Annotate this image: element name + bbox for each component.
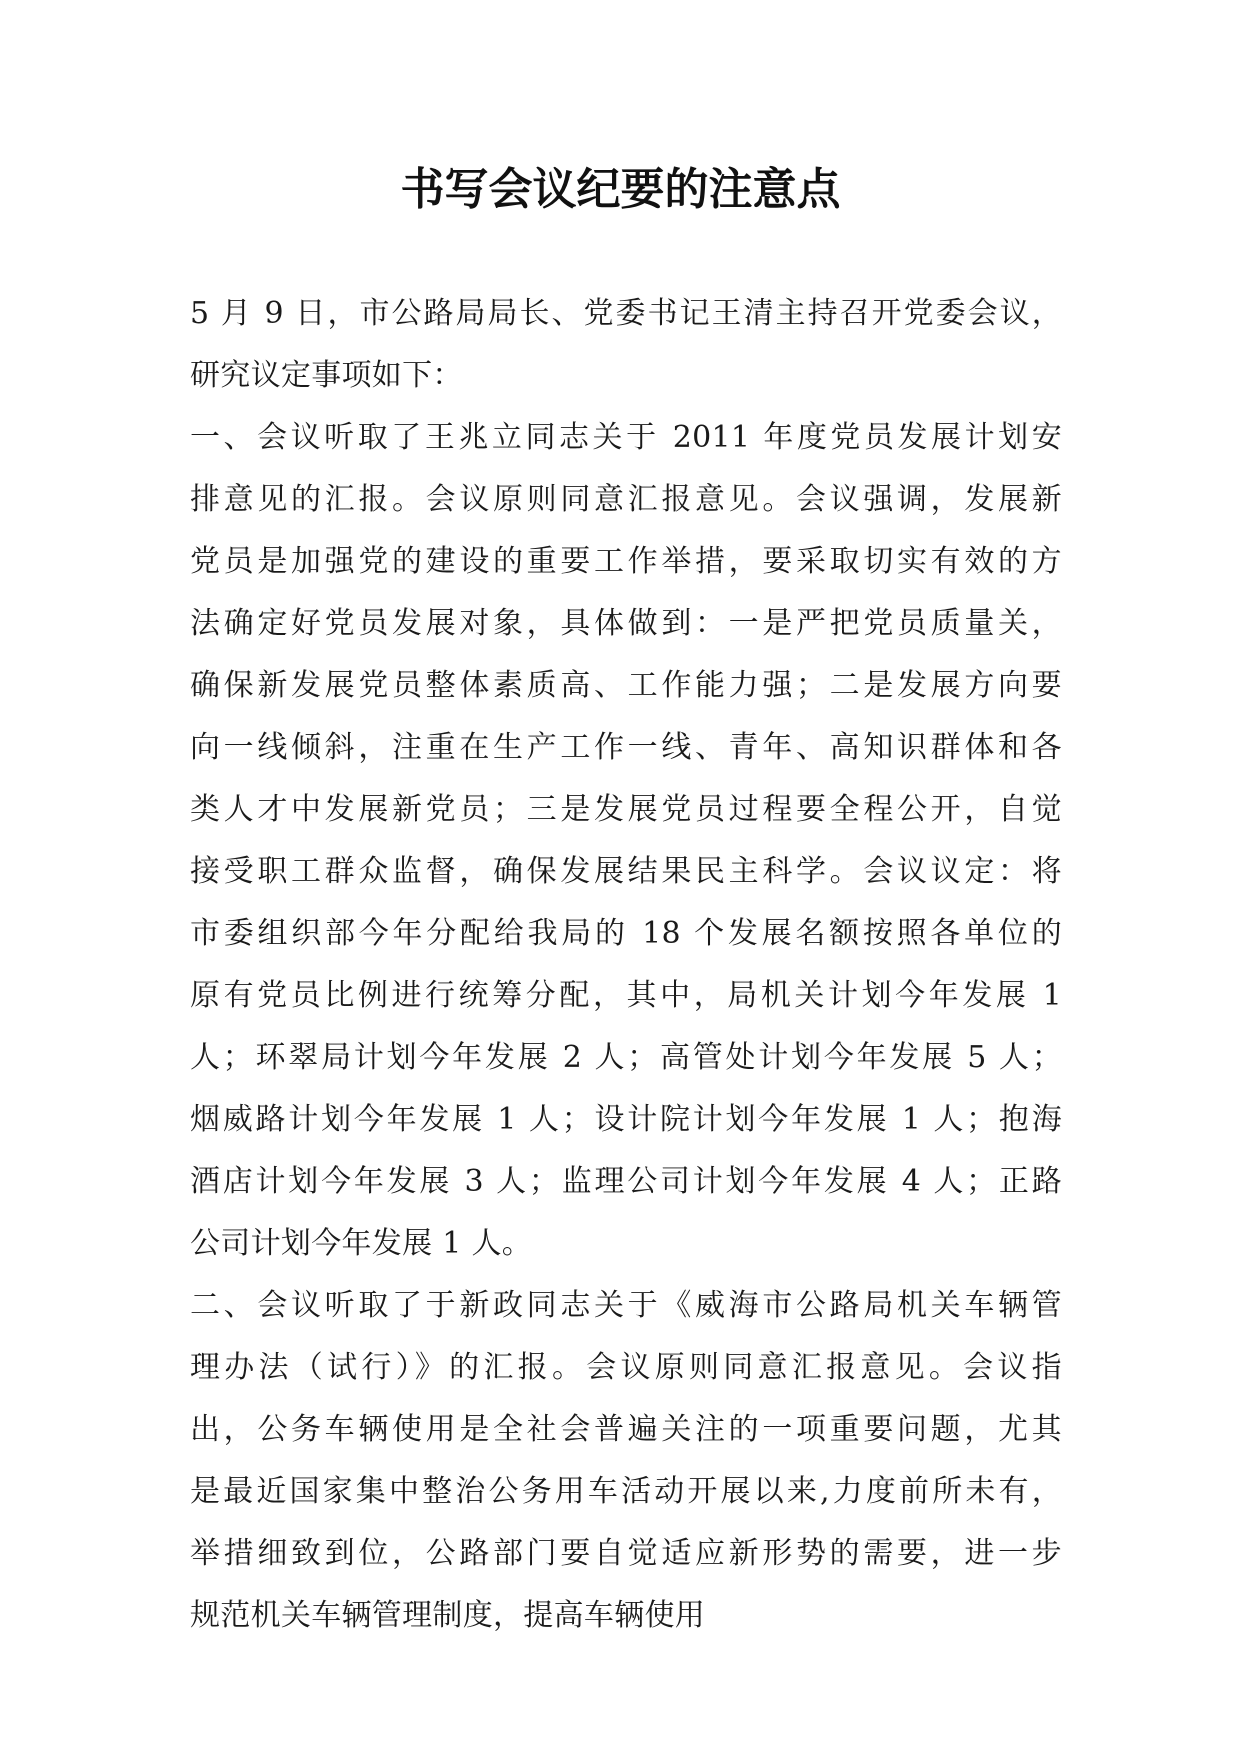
text-line: 确保新发展党员整体素质高、工作能力强；二是发展方向要 — [190, 668, 1062, 703]
text-line: 研究议定事项如下： — [190, 358, 463, 393]
text-line: 酒店计划今年发展 3 人；监理公司计划今年发展 4 人；正路 — [190, 1164, 1062, 1199]
text-line: 是最近国家集中整治公务用车活动开展以来,力度前所未有， — [190, 1474, 1062, 1509]
text-line: 理办法（试行）》的汇报。会议原则同意汇报意见。会议指 — [190, 1350, 1062, 1385]
text-line: 党员是加强党的建设的重要工作举措，要采取切实有效的方 — [190, 544, 1062, 579]
text-line: 类人才中发展新党员；三是发展党员过程要全程公开，自觉 — [190, 792, 1062, 827]
paragraph-item-2 — [190, 1275, 1062, 1647]
text-line: 5 月 9 日，市公路局局长、党委书记王清主持召开党委会议， — [190, 296, 1062, 331]
text-line: 二、会议听取了于新政同志关于《威海市公路局机关车辆管 — [190, 1288, 1062, 1323]
text-line: 法确定好党员发展对象，具体做到：一是严把党员质量关， — [190, 606, 1062, 641]
text-line: 出，公务车辆使用是全社会普遍关注的一项重要问题，尤其 — [190, 1412, 1062, 1447]
text-line: 规范机关车辆管理制度，提高车辆使用 — [190, 1598, 706, 1633]
text-line: 向一线倾斜，注重在生产工作一线、青年、高知识群体和各 — [190, 730, 1062, 765]
text-line: 一、会议听取了王兆立同志关于 2011 年度党员发展计划安 — [190, 420, 1062, 455]
document-body — [190, 283, 1062, 1647]
text-line: 烟威路计划今年发展 1 人；设计院计划今年发展 1 人；抱海 — [190, 1102, 1062, 1137]
paragraph-intro — [190, 283, 1062, 407]
text-line: 公司计划今年发展 1 人。 — [190, 1226, 533, 1261]
text-line: 原有党员比例进行统筹分配，其中，局机关计划今年发展 1 — [190, 978, 1062, 1013]
text-line: 市委组织部今年分配给我局的 18 个发展名额按照各单位的 — [190, 916, 1062, 951]
paragraph-item-1 — [190, 407, 1062, 1275]
text-line: 人；环翠局计划今年发展 2 人；高管处计划今年发展 5 人； — [190, 1040, 1062, 1075]
text-line: 接受职工群众监督，确保发展结果民主科学。会议议定：将 — [190, 854, 1062, 889]
text-line: 举措细致到位，公路部门要自觉适应新形势的需要，进一步 — [190, 1536, 1062, 1571]
document-title: 书写会议纪要的注意点 — [400, 164, 841, 215]
text-line: 排意见的汇报。会议原则同意汇报意见。会议强调，发展新 — [190, 482, 1062, 517]
